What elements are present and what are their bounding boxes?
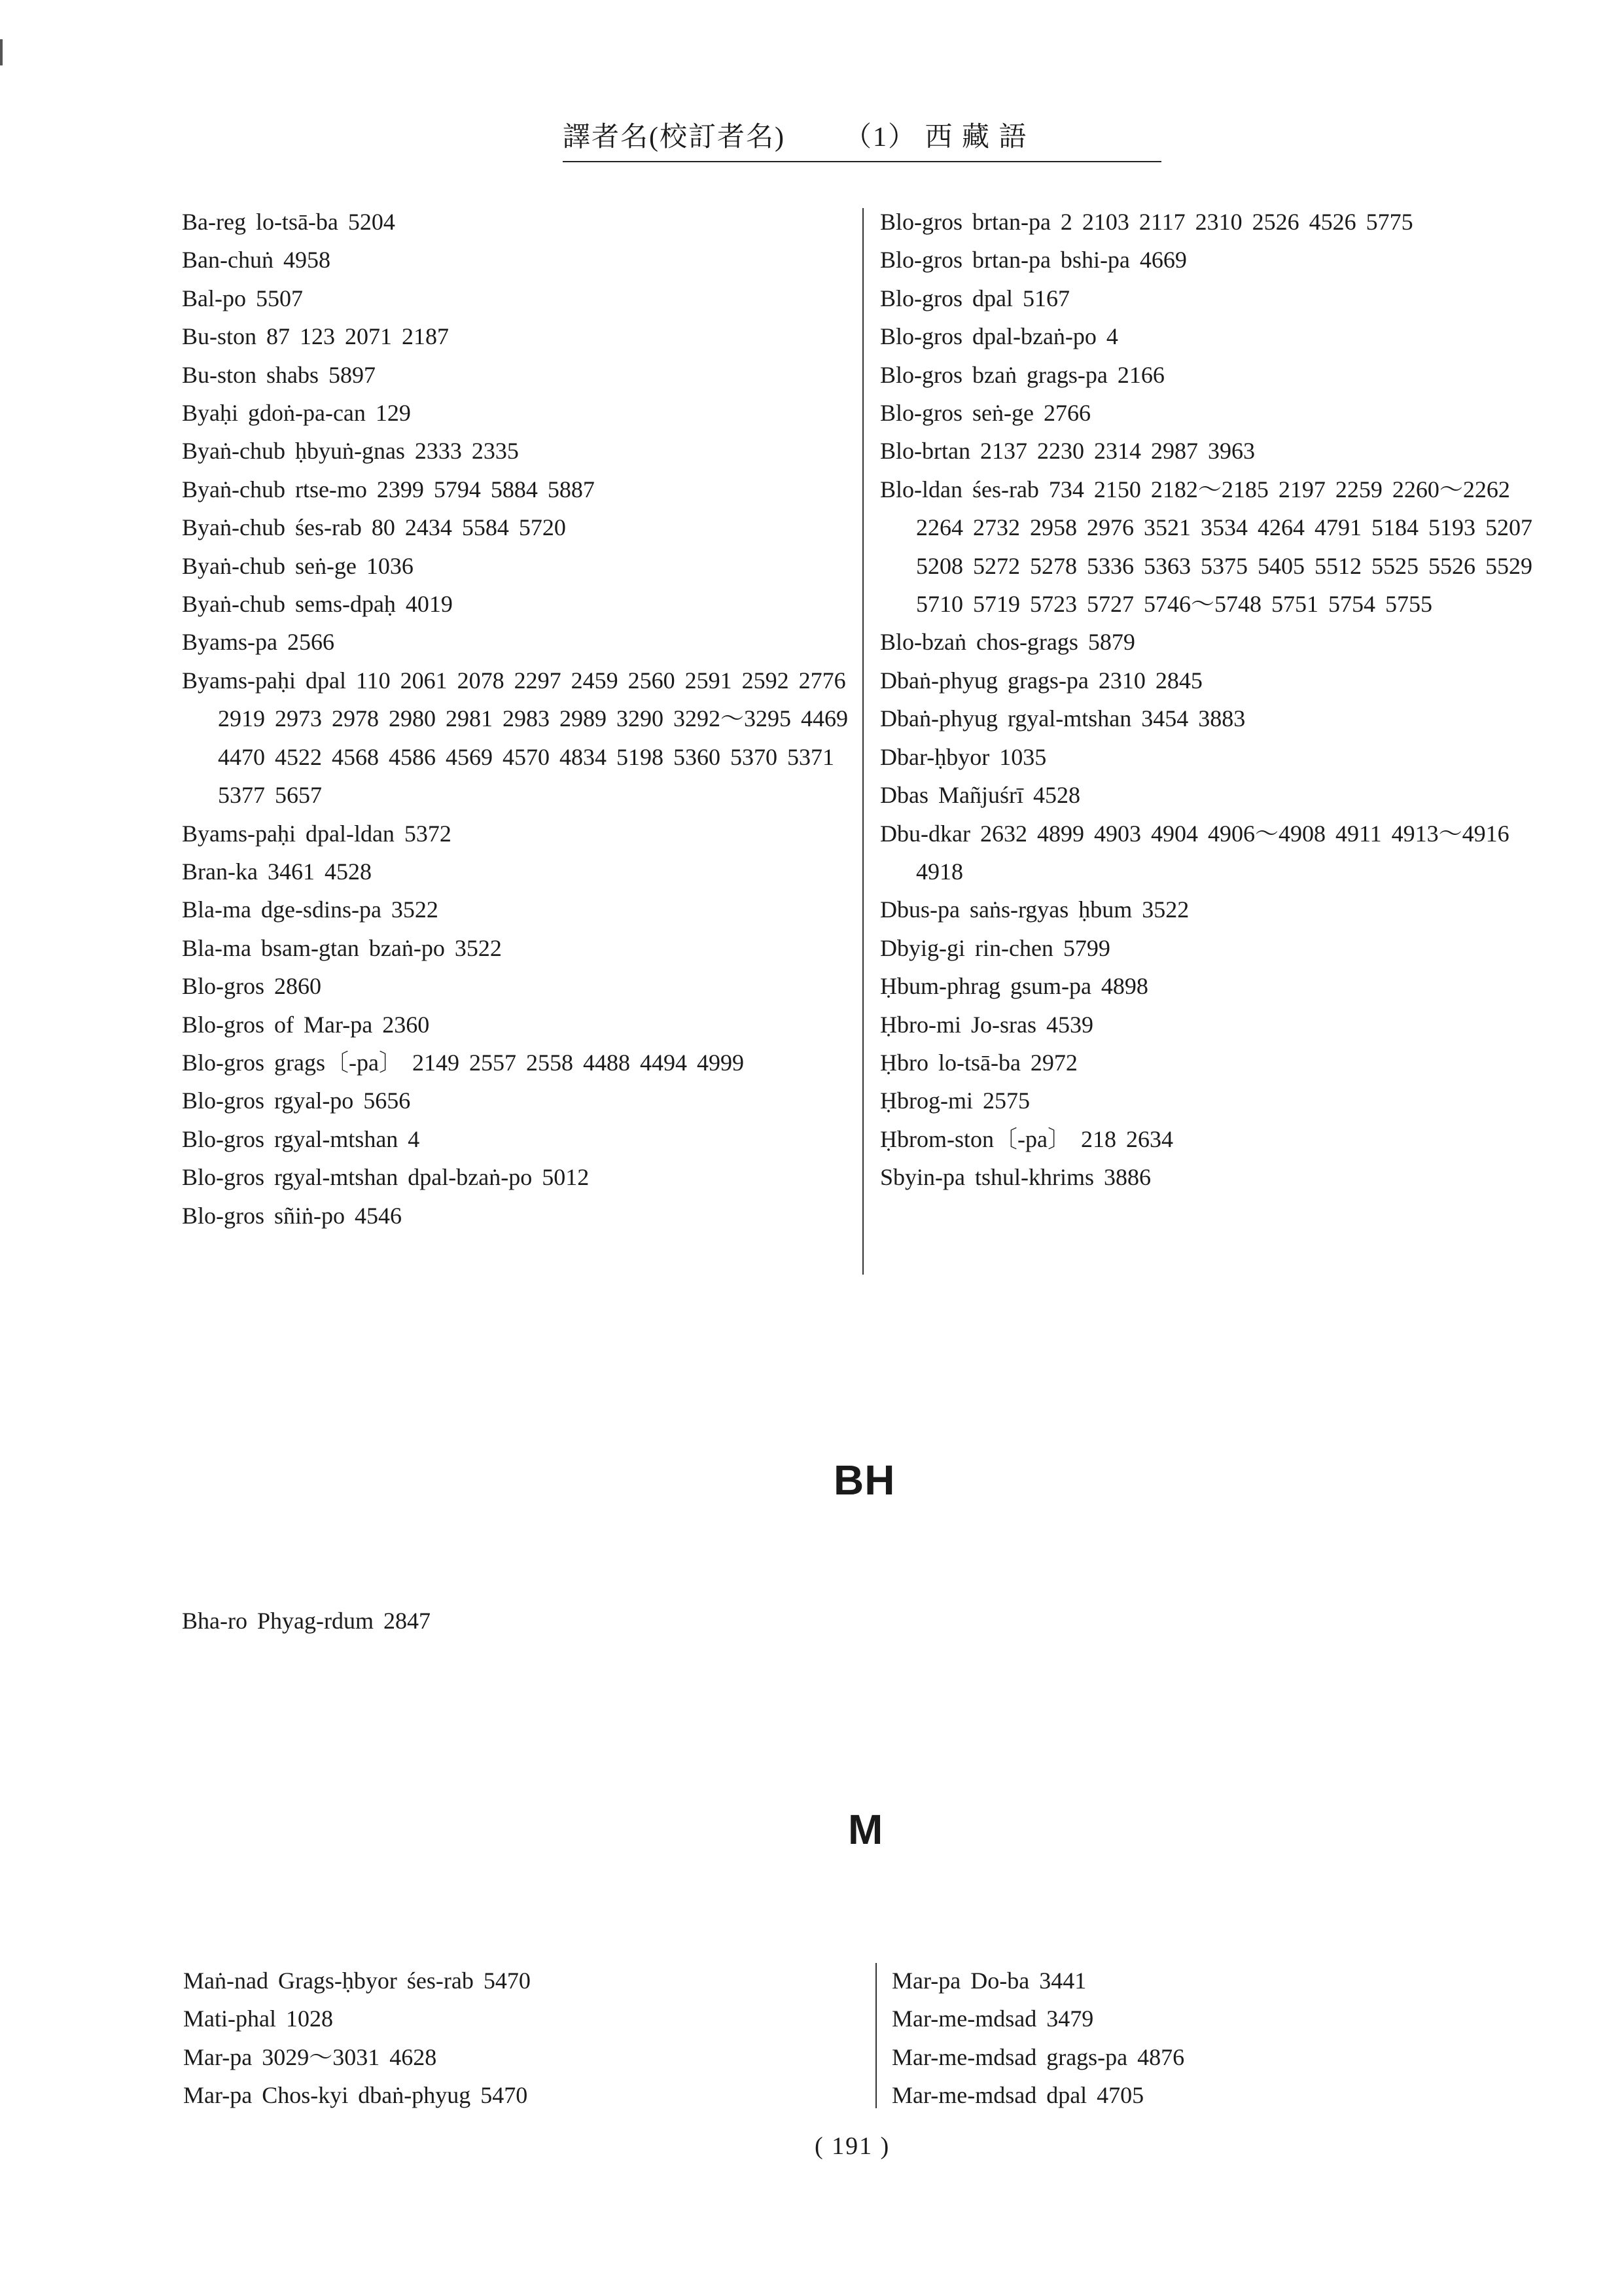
index-entry: Blo-gros brtan-pa bshi-pa 4669 [880,247,1187,274]
column-divider [875,1963,877,2108]
left-index-column [182,203,849,1235]
index-entry: Bla-ma bsam-gtan bzaṅ-po 3522 [182,934,502,961]
index-entry: Mar-pa Do-ba 3441 [892,1968,1087,1994]
index-entry: Ḥbro lo-tsā-ba 2972 [880,1049,1078,1076]
index-entry: Blo-gros of Mar-pa 2360 [182,1011,430,1038]
index-entry: Blo-gros seṅ-ge 2766 [880,400,1091,427]
index-entry: Dbaṅ-phyug grags-pa 2310 2845 [880,667,1203,694]
scan-edge-mark [0,39,3,65]
index-entry: Dbyig-gi rin-chen 5799 [880,934,1110,961]
index-entry: Blo-gros rgyal-mtshan 4 [182,1125,420,1152]
index-entry: Blo-gros rgyal-mtshan dpal-bzaṅ-po 5012 [182,1164,590,1191]
index-entry: Blo-gros sñiṅ-po 4546 [182,1202,402,1229]
index-entry: Byaṅ-chub seṅ-ge 1036 [182,552,414,579]
index-entry: Dbar-ḥbyor 1035 [880,743,1047,770]
index-entry: Dbaṅ-phyug rgyal-mtshan 3454 3883 [880,705,1246,732]
index-entry: Bu-ston shabs 5897 [182,361,376,388]
index-entry: Blo-gros brtan-pa 2 2103 2117 2310 2526 4526 5775 [880,209,1413,235]
index-entry: Blo-bzaṅ chos-grags 5879 [880,629,1135,656]
index-entry: Mar-me-mdsad grags-pa 4876 [892,2043,1185,2070]
section-heading-m: M [848,1806,884,1853]
index-entry: Bu-ston 87 123 2071 2187 [182,323,450,350]
column-divider [862,208,864,1275]
index-entry: Dbas Mañjuśrī 4528 [880,782,1080,809]
index-entry: Ḥbrog-mi 2575 [880,1087,1030,1114]
index-entry: Ḥbro-mi Jo-sras 4539 [880,1011,1093,1038]
index-entry: Ba-reg lo-tsā-ba 5204 [182,209,395,235]
section-heading-bh: BH [834,1457,896,1504]
index-entry: Mar-pa Chos-kyi dbaṅ-phyug 5470 [183,2082,528,2109]
index-entry: Blo-ldan śes-rab 734 2150 2182～2185 2197 2259 2260～2262 2264 2732 2958 2976 3521 3534 4264 4791 5184 5193 5207 5208 5272 5278 5336 5363 5375 5405 5512 5525 5526 5529 5710 5719 5723 5727 5746～5748 5751 5754 5755 [880,476,1532,618]
index-entry: Byaṅ-chub rtse-mo 2399 5794 5884 5887 [182,476,595,503]
index-entry: Byaṅ-chub śes-rab 80 2434 5584 5720 [182,514,566,541]
index-entry: Ḥbrom-ston〔-pa〕 218 2634 [880,1125,1173,1152]
index-entry: Blo-gros grags〔-pa〕 2149 2557 2558 4488 4494 4999 [182,1049,744,1076]
index-entry: Mar-me-mdsad 3479 [892,2005,1094,2032]
index-entry: Bran-ka 3461 4528 [182,858,372,885]
index-entry: Ḥbum-phrag gsum-pa 4898 [880,973,1148,1000]
running-header [563,119,1161,162]
index-entry: Sbyin-pa tshul-khrims 3886 [880,1164,1151,1191]
page-number: ( 191 ) [815,2132,891,2160]
index-entry: Bla-ma dge-sdins-pa 3522 [182,896,438,923]
index-entry: Byams-paḥi dpal-ldan 5372 [182,820,451,847]
index-entry: Byaṅ-chub sems-dpaḥ 4019 [182,591,453,618]
index-entry: Blo-brtan 2137 2230 2314 2987 3963 [880,438,1255,465]
index-entry: Dbu-dkar 2632 4899 4903 4904 4906～4908 4911 4913～4916 4918 [880,820,1509,885]
index-entry: Ban-chuṅ 4958 [182,247,330,274]
header-section: （1） 西 藏 語 [843,122,1028,152]
index-entry: Byaṅ-chub ḥbyuṅ-gnas 2333 2335 [182,438,519,465]
m-left-column [183,1962,851,2115]
index-entry: Mati-phal 1028 [183,2005,333,2032]
index-entry: Maṅ-nad Grags-ḥbyor śes-rab 5470 [183,1968,531,1994]
index-entry: Dbus-pa saṅs-rgyas ḥbum 3522 [880,896,1190,923]
index-entry: Byams-paḥi dpal 110 2061 2078 2297 2459 2560 2591 2592 2776 2919 2973 2978 2980 2981 2983 2989 3290 3292～3295 4469 4470 4522 4568 4586 4569 4570 4834 5198 5360 5370 5371 5377 5657 [182,667,848,809]
m-right-column [892,1962,1546,2115]
index-entry: Blo-gros dpal-bzaṅ-po 4 [880,323,1118,350]
index-entry: Mar-pa 3029～3031 4628 [183,2043,437,2070]
index-entry: Blo-gros bzaṅ grags-pa 2166 [880,361,1165,388]
index-entry: Blo-gros rgyal-po 5656 [182,1087,411,1114]
right-index-column [880,203,1547,1197]
index-entry: Blo-gros 2860 [182,973,321,1000]
index-entry: Blo-gros dpal 5167 [880,285,1070,311]
index-entry: Bal-po 5507 [182,285,303,311]
index-entry: Byams-pa 2566 [182,629,334,656]
index-entry: Bha-ro Phyag-rdum 2847 [182,1608,431,1634]
header-title: 譯者名(校訂者名) [563,122,785,152]
index-entry: Mar-me-mdsad dpal 4705 [892,2082,1144,2109]
index-entry: Byaḥi gdoṅ-pa-can 129 [182,400,411,427]
